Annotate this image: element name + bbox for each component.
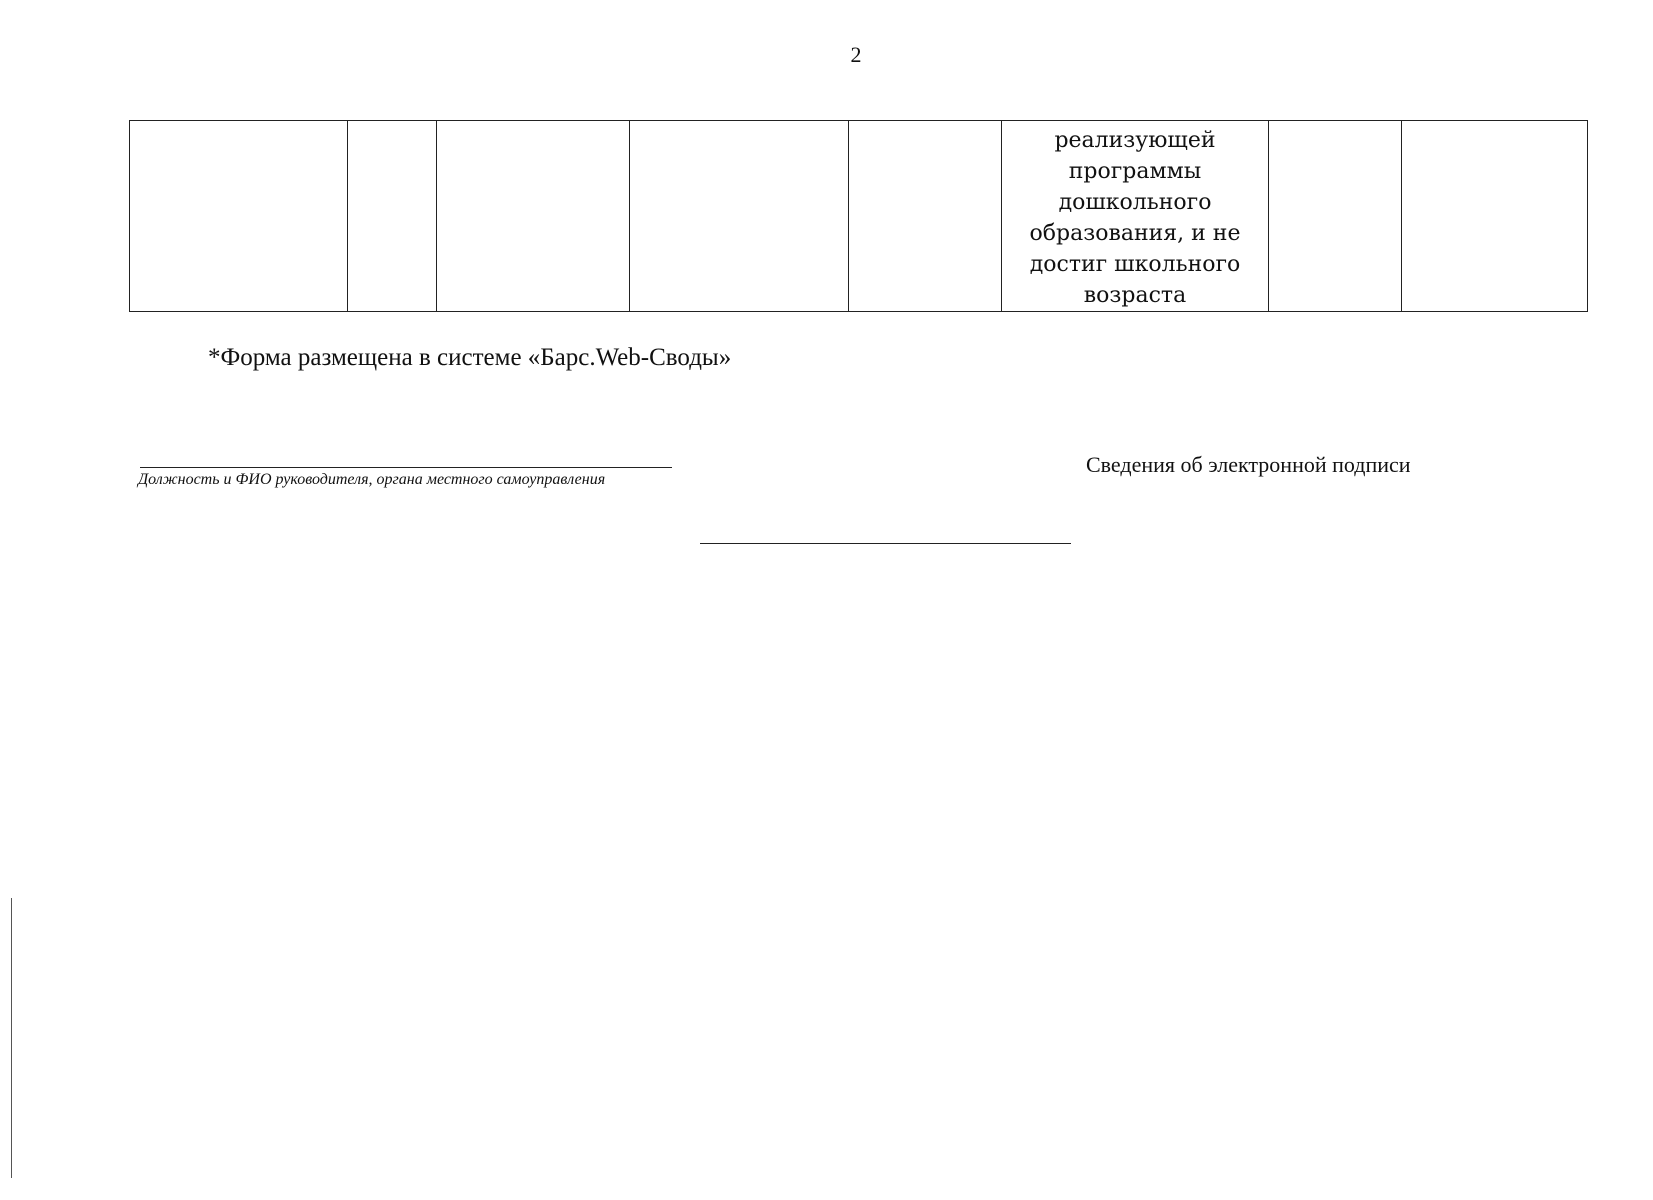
page-number: 2 <box>850 42 862 67</box>
table-cell-description <box>1002 121 1269 312</box>
table-cell <box>630 121 849 312</box>
table-row <box>130 121 1588 312</box>
continuation-table-container <box>129 120 1588 312</box>
signature-caption: Должность и ФИО руководителя, органа местного самоуправления <box>138 471 606 488</box>
table-cell <box>437 121 630 312</box>
table-cell <box>1269 121 1402 312</box>
table-cell <box>348 121 437 312</box>
footnote: *Форма размещена в системе «Барс.Web-Своды» <box>208 344 732 371</box>
table-cell <box>130 121 348 312</box>
table-cell <box>1402 121 1588 312</box>
scan-edge-line <box>11 898 12 1178</box>
table-cell <box>849 121 1002 312</box>
electronic-signature-info: Сведения об электронной подписи <box>1086 452 1411 477</box>
continuation-table <box>129 120 1588 312</box>
signature-line <box>140 467 672 468</box>
bottom-separator-line <box>700 543 1071 544</box>
description-text: реализующей программы дошкольного образования, и не достиг школьного возраста <box>1029 128 1241 308</box>
